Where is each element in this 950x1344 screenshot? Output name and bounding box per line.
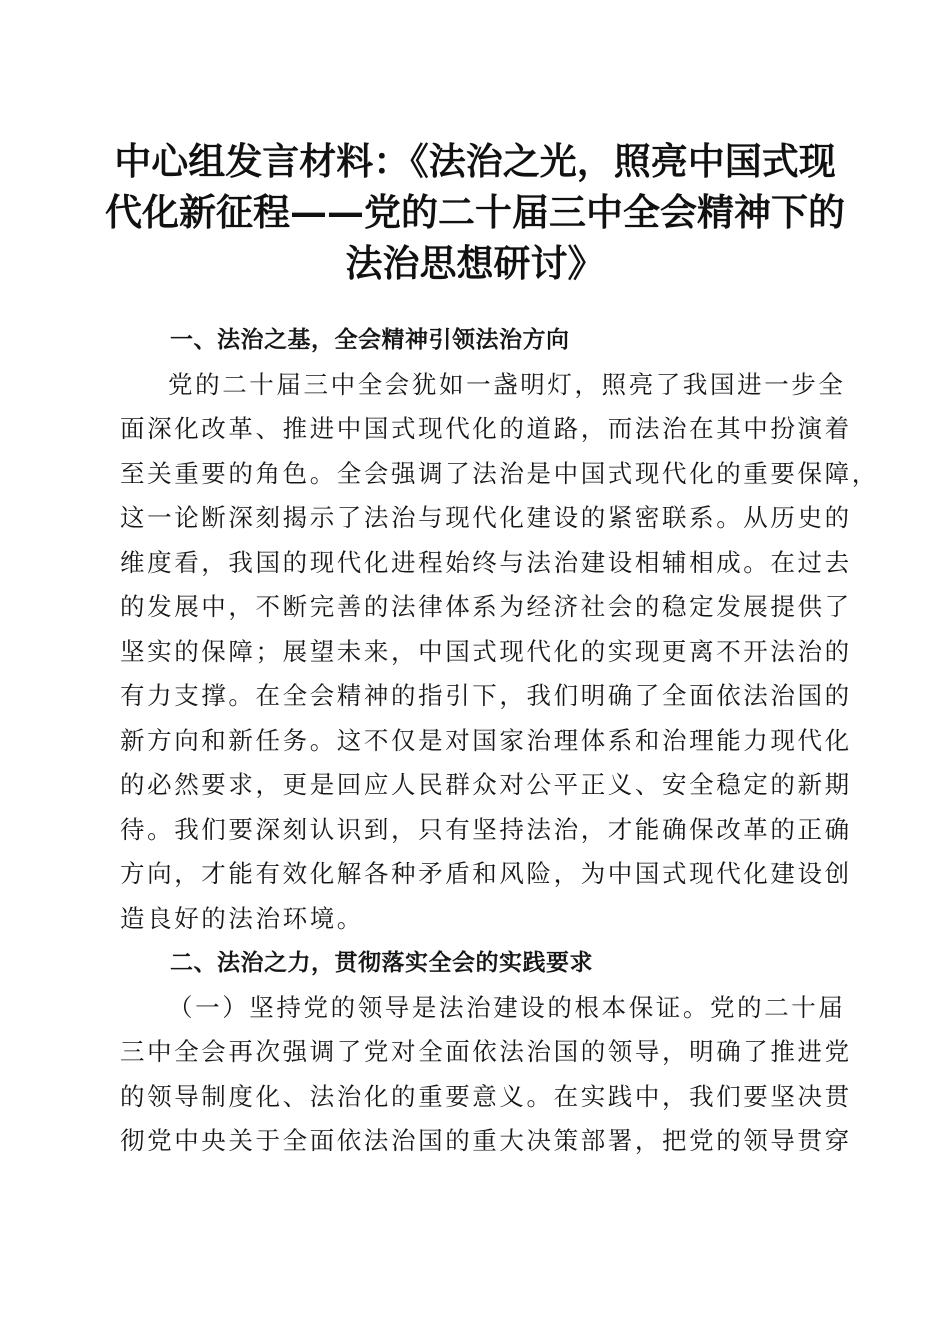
document-title (100, 136, 850, 289)
text-line: 三中全会再次强调了党对全面依法治国的领导，明确了推进党 (120, 1037, 852, 1066)
title-line: 代化新征程——党的二十届三中全会精神下的 (105, 190, 845, 234)
title-line: 中心组发言材料：《法治之光，照亮中国式现 (114, 139, 836, 183)
section-1-paragraph (120, 363, 879, 942)
text-line: 有力支撑。在全会精神的指引下，我们明确了全面依法治国的 (120, 681, 852, 710)
document-body (120, 318, 879, 1164)
text-line: 至关重要的角色。全会强调了法治是中国式现代化的重要保障， (120, 458, 879, 488)
text-line: 维度看，我国的现代化进程始终与法治建设相辅相成。在过去 (120, 547, 852, 577)
section-heading-2: 二、法治之力，贯彻落实全会的实践要求 (170, 950, 593, 976)
text-line: 待。我们要深刻认识到，只有坚持法治，才能确保改革的正确 (120, 814, 852, 844)
text-line: 这一论断深刻揭示了法治与现代化建设的紧密联系。从历史的 (120, 503, 852, 532)
text-line: 党的二十届三中全会犹如一盏明灯，照亮了我国进一步全 (168, 369, 846, 399)
text-line: 新方向和新任务。这不仅是对国家治理体系和治理能力现代化 (120, 725, 852, 755)
text-line: 的发展中，不断完善的法律体系为经济社会的稳定发展提供了 (120, 592, 852, 621)
text-line: 坚实的保障；展望未来，中国式现代化的实现更离不开法治的 (120, 636, 852, 666)
section-heading-1: 一、法治之基，全会精神引领法治方向 (170, 327, 570, 353)
title-line: 法治思想研讨》 (345, 241, 605, 285)
text-line: 造良好的法治环境。 (120, 903, 364, 933)
text-line: 方向，才能有效化解各种矛盾和风险，为中国式现代化建设创 (120, 859, 852, 888)
text-line: （一）坚持党的领导是法治建设的根本保证。党的二十届 (168, 992, 846, 1022)
text-line: 的领导制度化、法治化的重要意义。在实践中，我们要坚决贯 (120, 1081, 852, 1111)
text-line: 的必然要求，更是回应人民群众对公平正义、安全稳定的新期 (120, 770, 852, 799)
text-line: 彻党中央关于全面依法治国的重大决策部署，把党的领导贯穿 (120, 1126, 852, 1155)
section-2-paragraph (120, 986, 852, 1164)
text-line: 面深化改革、推进中国式现代化的道路，而法治在其中扮演着 (120, 414, 852, 443)
